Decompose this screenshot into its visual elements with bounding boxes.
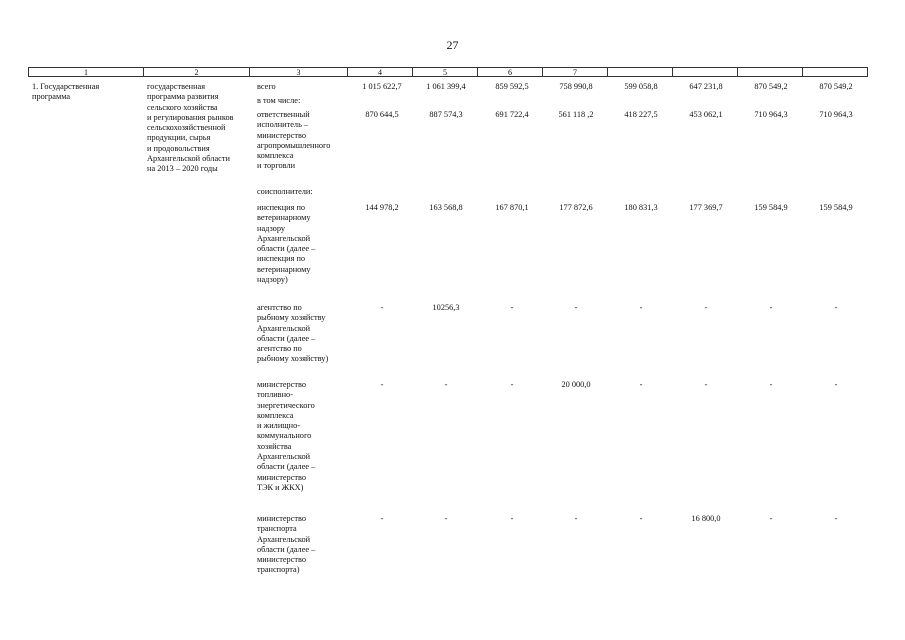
table-cell: -	[574, 514, 578, 523]
table-cell: -	[510, 514, 514, 523]
row-label: инспекция по ветеринарному надзору Архангельской области (далее – инспекция по ветеринарному надзору)	[257, 203, 316, 285]
column-header-3: 3	[250, 68, 348, 77]
table-cell: -	[704, 303, 708, 312]
table-cell: -	[444, 514, 448, 523]
column-header-7: 7	[543, 68, 608, 77]
table-cell: 159 584,9	[754, 203, 788, 212]
table-cell: 163 568,8	[429, 203, 463, 212]
table-cell: 870 549,2	[819, 82, 853, 91]
table-cell: 418 227,5	[624, 110, 658, 119]
table-cell: 758 990,8	[559, 82, 593, 91]
column-header-5: 5	[413, 68, 478, 77]
table-cell: 1 015 622,7	[362, 82, 402, 91]
table-cell: -	[510, 303, 514, 312]
table-cell: 710 964,3	[754, 110, 788, 119]
row-label: министерство транспорта Архангельской области (далее – министерство транспорта)	[257, 514, 316, 575]
program-title: государственная программа развития сельского хозяйства и регулирования рынков сельскохозяйственной продукции, сырья и продовольствия Архангельской области на 2013 – 2020 годы	[147, 82, 234, 174]
table-cell: 167 870,1	[495, 203, 529, 212]
row-label: всего	[257, 82, 276, 91]
table-cell: -	[380, 380, 384, 389]
table-cell: 177 872,6	[559, 203, 593, 212]
column-header-row	[28, 67, 868, 77]
table-cell: -	[834, 514, 838, 523]
table-cell: 599 058,8	[624, 82, 658, 91]
table-cell: 887 574,3	[429, 110, 463, 119]
row-label: ответственный исполнитель – министерство агропромышленного комплекса и торговли	[257, 110, 331, 171]
column-header-1: 1	[29, 68, 144, 77]
table-cell: -	[510, 380, 514, 389]
row-label: министерство топливно- энергетического комплекса и жилищно- коммунального хозяйства Архангельской области (далее – министерство ТЭК и ЖКХ)	[257, 380, 316, 492]
table-cell: 16 800,0	[691, 514, 721, 523]
column-header-4: 4	[348, 68, 413, 77]
table-cell: -	[380, 514, 384, 523]
table-cell: 159 584,9	[819, 203, 853, 212]
table-cell: 177 369,7	[689, 203, 723, 212]
table-cell: 870 644,5	[365, 110, 399, 119]
column-header-8	[608, 68, 673, 77]
table-cell: -	[834, 380, 838, 389]
table-cell: -	[574, 303, 578, 312]
row-label: агентство по рыбному хозяйству Архангельской области (далее – агентство по рыбному хозяйству)	[257, 303, 329, 364]
table-cell: -	[769, 380, 773, 389]
column-header-2: 2	[144, 68, 250, 77]
column-header-11	[803, 68, 867, 77]
column-header-10	[738, 68, 803, 77]
table-cell: 20 000,0	[561, 380, 591, 389]
table-cell: 691 722,4	[495, 110, 529, 119]
table-cell: 859 592,5	[495, 82, 529, 91]
table-cell: -	[769, 514, 773, 523]
column-header-6: 6	[478, 68, 543, 77]
table-cell: 453 062,1	[689, 110, 723, 119]
table-cell: 561 118 ,2	[558, 110, 594, 119]
table-cell: -	[639, 514, 643, 523]
table-cell: -	[380, 303, 384, 312]
table-cell: 710 964,3	[819, 110, 853, 119]
table-cell: -	[704, 380, 708, 389]
table-cell: -	[444, 380, 448, 389]
table-cell: 870 549,2	[754, 82, 788, 91]
program-name: 1. Государственная программа	[32, 82, 100, 102]
column-header-9	[673, 68, 738, 77]
page-number: 27	[446, 38, 459, 52]
table-cell: -	[834, 303, 838, 312]
table-cell: 647 231,8	[689, 82, 723, 91]
table-cell: -	[639, 380, 643, 389]
table-cell: 10256,3	[432, 303, 460, 312]
table-cell: 144 978,2	[365, 203, 399, 212]
table-cell: -	[639, 303, 643, 312]
table-cell: -	[769, 303, 773, 312]
row-label: соисполнители:	[257, 187, 313, 196]
row-label: в том числе:	[257, 96, 301, 105]
table-cell: 180 831,3	[624, 203, 658, 212]
table-cell: 1 061 399,4	[426, 82, 466, 91]
